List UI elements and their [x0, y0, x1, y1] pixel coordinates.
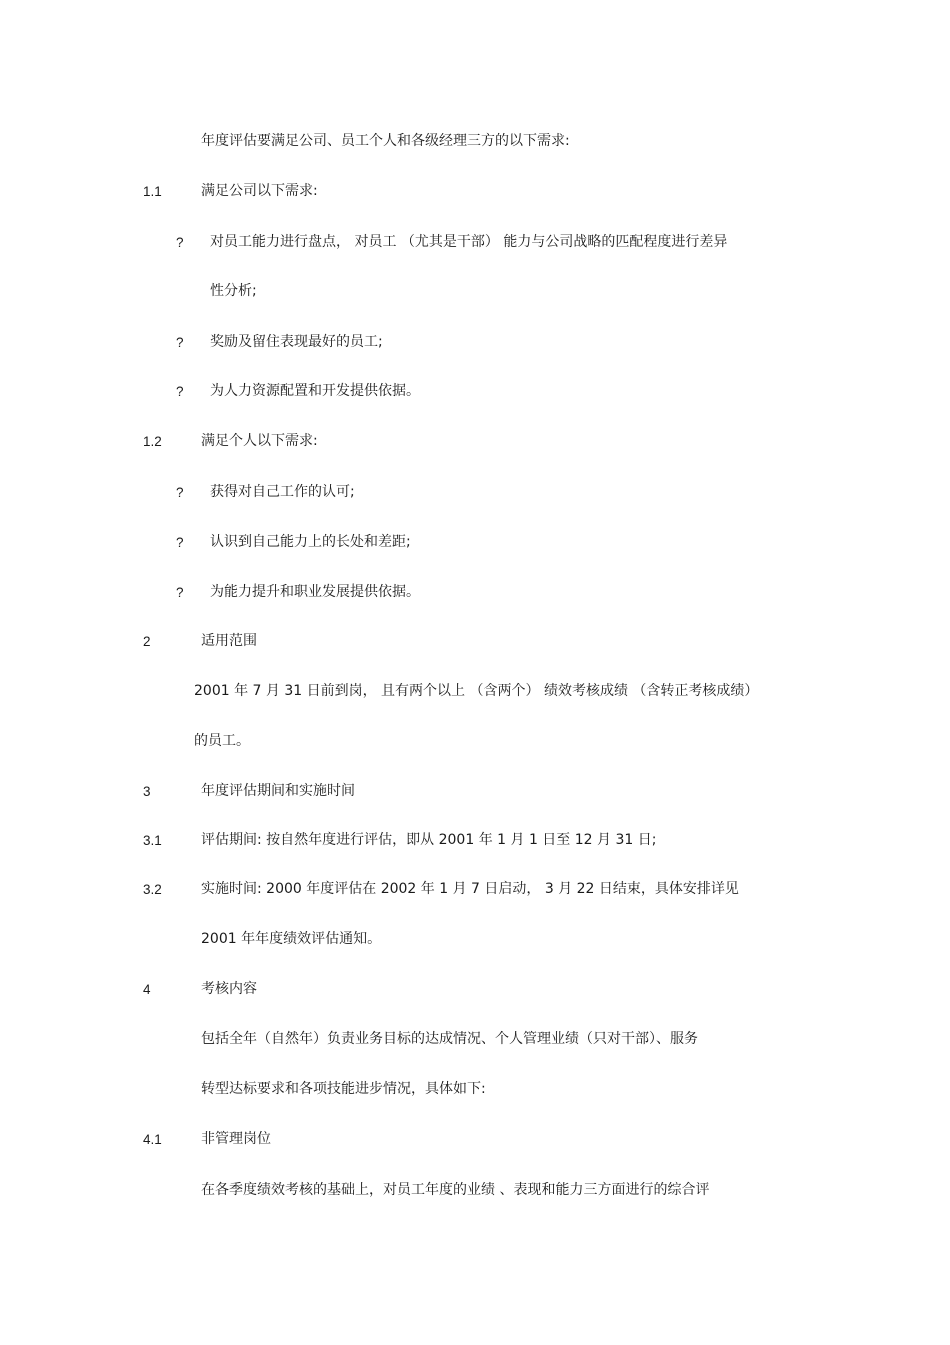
bullet-marker: ?: [176, 485, 184, 500]
section-number: 3.1: [143, 833, 162, 848]
section-number: 2: [143, 634, 151, 649]
list-item: 奖励及留住表现最好的员工;: [210, 334, 383, 350]
paragraph-line: 实施时间: 2000 年度评估在 2002 年 1 月 7 日启动， 3 月 22 日结束，具体安排详见: [201, 881, 739, 897]
list-item: 对员工能力进行盘点， 对员工 （尤其是干部） 能力与公司战略的匹配程度进行差异: [210, 234, 728, 250]
section-title: 满足个人以下需求:: [201, 433, 318, 449]
list-item: 认识到自己能力上的长处和差距;: [210, 534, 411, 550]
section-number: 1.2: [143, 434, 162, 449]
bullet-marker: ?: [176, 585, 184, 600]
bullet-marker: ?: [176, 384, 184, 399]
bullet-marker: ?: [176, 335, 184, 350]
paragraph-line: 2001 年年度绩效评估通知。: [201, 931, 382, 947]
list-item: 为能力提升和职业发展提供依据。: [210, 584, 420, 600]
section-title: 考核内容: [201, 981, 257, 997]
section-title: 非管理岗位: [201, 1131, 271, 1147]
bullet-marker: ?: [176, 235, 184, 250]
list-item: 为人力资源配置和开发提供依据。: [210, 383, 420, 399]
section-title: 适用范围: [201, 633, 257, 649]
list-item: 获得对自己工作的认可;: [210, 484, 355, 500]
paragraph-line: 包括全年（自然年）负责业务目标的达成情况、个人管理业绩（只对干部）、服务: [201, 1031, 698, 1047]
section-number: 3: [143, 784, 151, 799]
bullet-marker: ?: [176, 535, 184, 550]
paragraph-line: 2001 年 7 月 31 日前到岗， 且有两个以上 （含两个） 绩效考核成绩 （含转正考核成绩）: [194, 683, 759, 699]
section-number: 4.1: [143, 1132, 162, 1147]
paragraph-line: 的员工。: [194, 733, 250, 749]
intro-paragraph: 年度评估要满足公司、员工个人和各级经理三方的以下需求:: [201, 133, 570, 149]
paragraph-line: 转型达标要求和各项技能进步情况，具体如下:: [201, 1081, 486, 1097]
paragraph-line: 在各季度绩效考核的基础上，对员工年度的业绩 、表现和能力三方面进行的综合评: [201, 1182, 710, 1198]
section-number: 4: [143, 982, 151, 997]
paragraph-line: 评估期间: 按自然年度进行评估，即从 2001 年 1 月 1 日至 12 月 31 日;: [201, 832, 657, 848]
section-title: 年度评估期间和实施时间: [201, 783, 355, 799]
section-number: 1.1: [143, 184, 162, 199]
section-number: 3.2: [143, 882, 162, 897]
section-title: 满足公司以下需求:: [201, 183, 318, 199]
list-item-continuation: 性分析;: [210, 283, 257, 299]
